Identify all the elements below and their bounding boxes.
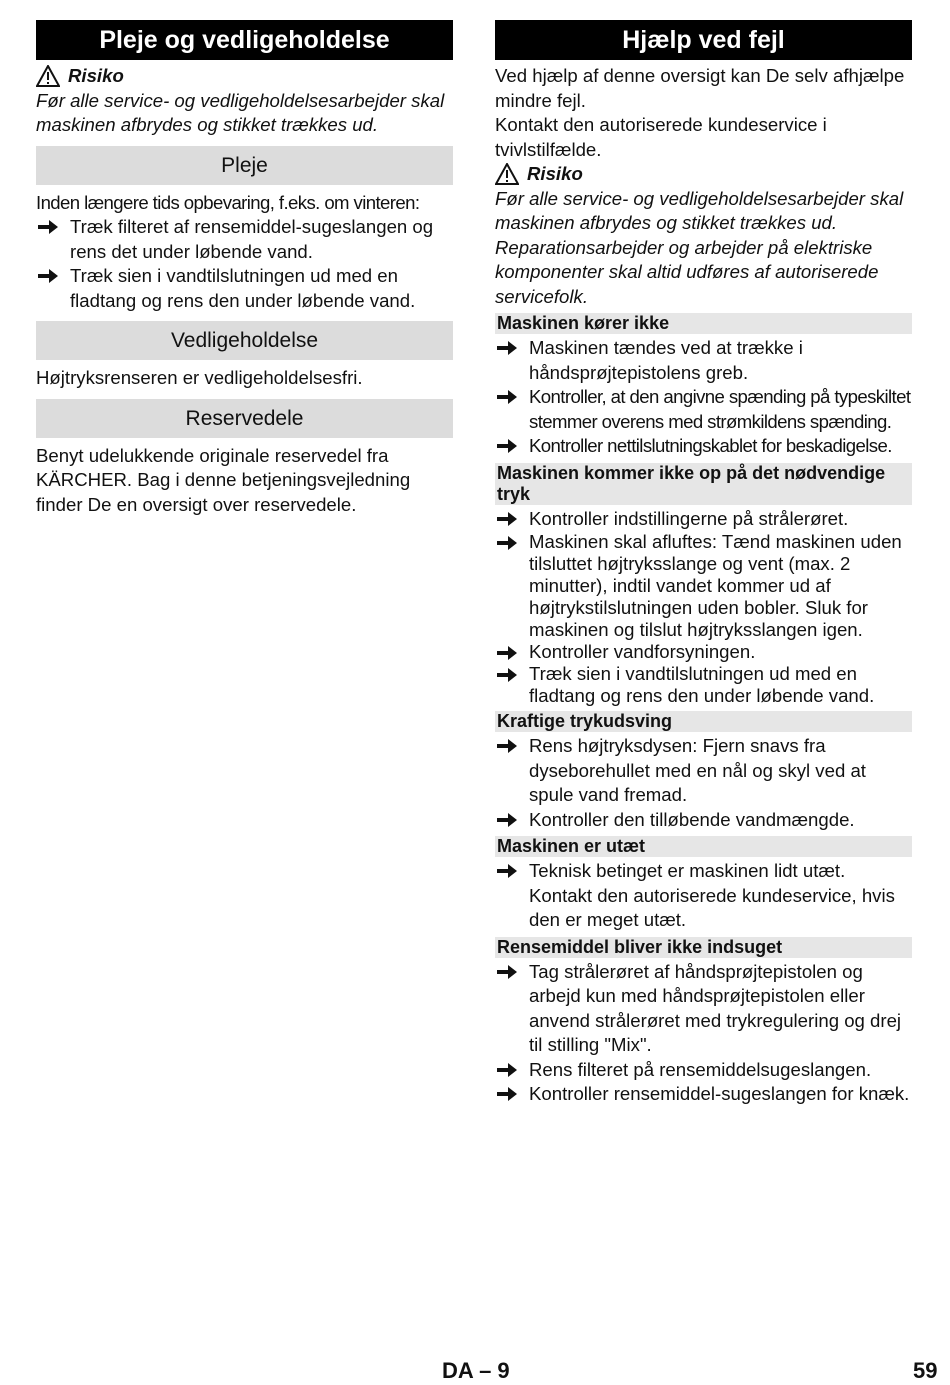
footer-section-label: DA – 9 <box>442 1358 510 1383</box>
fault-list <box>495 734 912 832</box>
arrow-right-icon <box>497 438 517 454</box>
warning-triangle-icon <box>36 65 60 87</box>
intro-text: Ved hjælp af denne oversigt kan De selv afhjælpe mindre fejl. <box>495 65 905 111</box>
arrow-right-icon <box>497 667 517 683</box>
arrow-right-icon <box>497 738 517 754</box>
fault-list <box>495 960 912 1107</box>
list-item: Kontroller nettilslutningskablet for beskadigelse. <box>495 434 912 459</box>
fault-heading-pressure-fluctuation: Kraftige trykudsving <box>495 711 912 732</box>
list-item: Træk filteret af rensemiddel-sugeslangen og rens det under løbende vand. <box>36 215 453 264</box>
warning-block <box>36 64 453 138</box>
list-item: Maskinen tændes ved at trække i håndsprøjtepistolens greb. <box>495 336 912 385</box>
warning-text: Reparationsarbejder og arbejder på elektriske komponenter skal altid udføres af autoriserede servicefolk. <box>495 236 879 307</box>
list-item: Kontroller den tilløbende vandmængde. <box>495 808 912 833</box>
arrow-right-icon <box>497 340 517 356</box>
subsection-heading-care: Pleje <box>36 146 453 185</box>
left-column <box>36 20 453 517</box>
fault-list <box>495 859 912 933</box>
fault-list <box>495 507 912 708</box>
list-item: Maskinen skal afluftes: Tænd maskinen uden tilsluttet højtryksslange og vent (max. 2 minutter), indtil vandet kommer ud af højtrykstilslutningen uden bobler. Sluk for maskinen og tilslut højtryksslangen igen. <box>495 531 912 641</box>
list-item: Kontroller rensemiddel-sugeslangen for knæk. <box>495 1082 912 1107</box>
list-item: Kontroller indstillingerne på strålerøret. <box>495 507 912 532</box>
warning-text: Før alle service- og vedligeholdelsesarbejder skal maskinen afbrydes og stikket trækkes ud. <box>36 89 445 135</box>
spare-parts-text: Benyt udelukkende originale reservedel fra KÄRCHER. Bag i denne betjeningsvejledning finder De en oversigt over reservedele. <box>36 444 411 515</box>
page-number: 59 <box>913 1358 938 1383</box>
list-item: Teknisk betinget er maskinen lidt utæt. Kontakt den autoriserede kundeservice, hvis den er meget utæt. <box>495 859 912 933</box>
arrow-right-icon <box>497 389 517 405</box>
list-item: Kontroller vandforsyningen. <box>495 641 912 663</box>
fault-heading-leaking: Maskinen er utæt <box>495 836 912 857</box>
arrow-right-icon <box>497 1086 517 1102</box>
warning-text: Før alle service- og vedligeholdelsesarbejder skal maskinen afbrydes og stikket trækkes ud. <box>495 187 904 233</box>
subsection-heading-maintenance: Vedligeholdelse <box>36 321 453 360</box>
fault-list <box>495 336 912 459</box>
list-item: Rens højtryksdysen: Fjern snavs fra dyseborehullet med en nål og skyl ved at spule vand fremad. <box>495 734 912 808</box>
warning-label: Risiko <box>68 65 124 86</box>
arrow-right-icon <box>497 964 517 980</box>
right-column <box>495 20 912 1107</box>
warning-block <box>495 162 912 309</box>
arrow-right-icon <box>497 511 517 527</box>
list-item: Træk sien i vandtilslutningen ud med en fladtang og rens den under løbende vand. <box>495 663 912 707</box>
list-item: Kontroller, at den angivne spænding på typeskiltet stemmer overens med strømkildens spænding. <box>495 385 912 434</box>
warning-label: Risiko <box>527 163 583 184</box>
arrow-right-icon <box>497 812 517 828</box>
fault-heading-no-pressure: Maskinen kommer ikke op på det nødvendige tryk <box>495 463 912 505</box>
fault-heading-not-running: Maskinen kører ikke <box>495 313 912 334</box>
maintenance-text: Højtryksrenseren er vedligeholdelsesfri. <box>36 367 363 388</box>
intro-text: Kontakt den autoriserede kundeservice i tvivlstilfælde. <box>495 114 827 160</box>
arrow-right-icon <box>497 1062 517 1078</box>
arrow-right-icon <box>497 645 517 661</box>
care-list <box>36 215 453 313</box>
fault-heading-detergent-not-sucked: Rensemiddel bliver ikke indsuget <box>495 937 912 958</box>
care-intro: Inden længere tids opbevaring, f.eks. om vinteren: <box>36 191 420 213</box>
warning-triangle-icon <box>495 163 519 185</box>
list-item: Rens filteret på rensemiddelsugeslangen. <box>495 1058 912 1083</box>
list-item: Træk sien i vandtilslutningen ud med en fladtang og rens den under løbende vand. <box>36 264 453 313</box>
section-title-troubleshooting: Hjælp ved fejl <box>495 20 912 60</box>
section-title-care-maintenance: Pleje og vedligeholdelse <box>36 20 453 60</box>
arrow-right-icon <box>497 535 517 551</box>
arrow-right-icon <box>38 268 58 284</box>
arrow-right-icon <box>497 863 517 879</box>
subsection-heading-spare-parts: Reservedele <box>36 399 453 438</box>
list-item: Tag strålerøret af håndsprøjtepistolen og arbejd kun med håndsprøjtepistolen eller anvend strålerøret med trykregulering og drej til stilling "Mix". <box>495 960 912 1058</box>
arrow-right-icon <box>38 219 58 235</box>
